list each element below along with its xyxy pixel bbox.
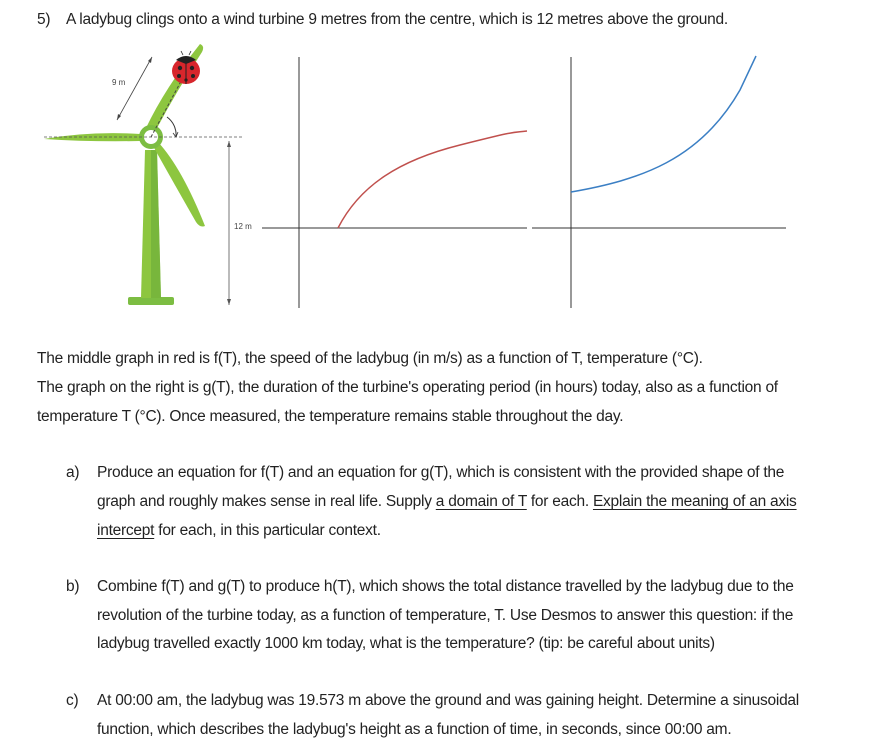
part-c-line-2: function, which describes the ladybug's height as a function of time, in seconds, since 00:00 am.: [97, 721, 732, 738]
turbine-blade-lower: [153, 142, 205, 227]
part-a-line-2-text: graph and roughly makes sense in real life. Supply: [97, 493, 436, 510]
description-line-3: temperature T (°C). Once measured, the temperature remains stable throughout the day.: [37, 408, 624, 425]
part-a-line-3-text: for each, in this particular context.: [154, 522, 381, 539]
graph-f: [262, 57, 527, 308]
domain-emphasis: a domain of T: [435, 493, 527, 510]
part-c-line-1: At 00:00 am, the ladybug was 19.573 m above the ground and was gaining height. Determine a sinusoidal: [97, 692, 800, 709]
turbine-blade-upper: [146, 44, 203, 130]
part-a-letter: a): [66, 464, 80, 481]
intercept-emphasis-cont: intercept: [97, 522, 155, 539]
part-a-line-2-mid: for each.: [526, 493, 593, 510]
graph-g: [532, 56, 786, 308]
part-c-letter: c): [66, 692, 79, 709]
part-b-letter: b): [66, 578, 80, 595]
part-b-line-3: ladybug travelled exactly 1000 km today, what is the temperature? (tip: be careful about units): [97, 635, 715, 652]
turbine-base: [128, 297, 174, 305]
curve-f: [338, 131, 527, 228]
question-prompt: A ladybug clings onto a wind turbine 9 metres from the centre, which is 12 metres above the ground.: [66, 11, 728, 28]
part-a-line-3: [97, 517, 381, 546]
wind-turbine-illustration: [44, 44, 252, 305]
question-number: 5): [37, 11, 51, 28]
radius-label: 9 m: [112, 78, 126, 87]
height-label: 12 m: [234, 222, 252, 231]
description-line-1: The middle graph in red is f(T), the speed of the ladybug (in m/s) as a function of T, temperature (°C).: [37, 350, 703, 367]
part-a-line-2: [97, 488, 797, 517]
intercept-emphasis: Explain the meaning of an axis: [592, 493, 797, 510]
figure: [0, 0, 870, 320]
part-b-line-2: revolution of the turbine today, as a function of temperature, T. Use Desmos to answer this question: if the: [97, 607, 794, 624]
part-b-line-1: Combine f(T) and g(T) to produce h(T), which shows the total distance travelled by the ladybug due to the: [97, 578, 794, 595]
curve-g: [571, 56, 756, 192]
part-a-line-1: Produce an equation for f(T) and an equation for g(T), which is consistent with the provided shape of the: [97, 464, 785, 481]
description-line-2: The graph on the right is g(T), the duration of the turbine's operating period (in hours) today, also as a function of: [37, 379, 778, 396]
